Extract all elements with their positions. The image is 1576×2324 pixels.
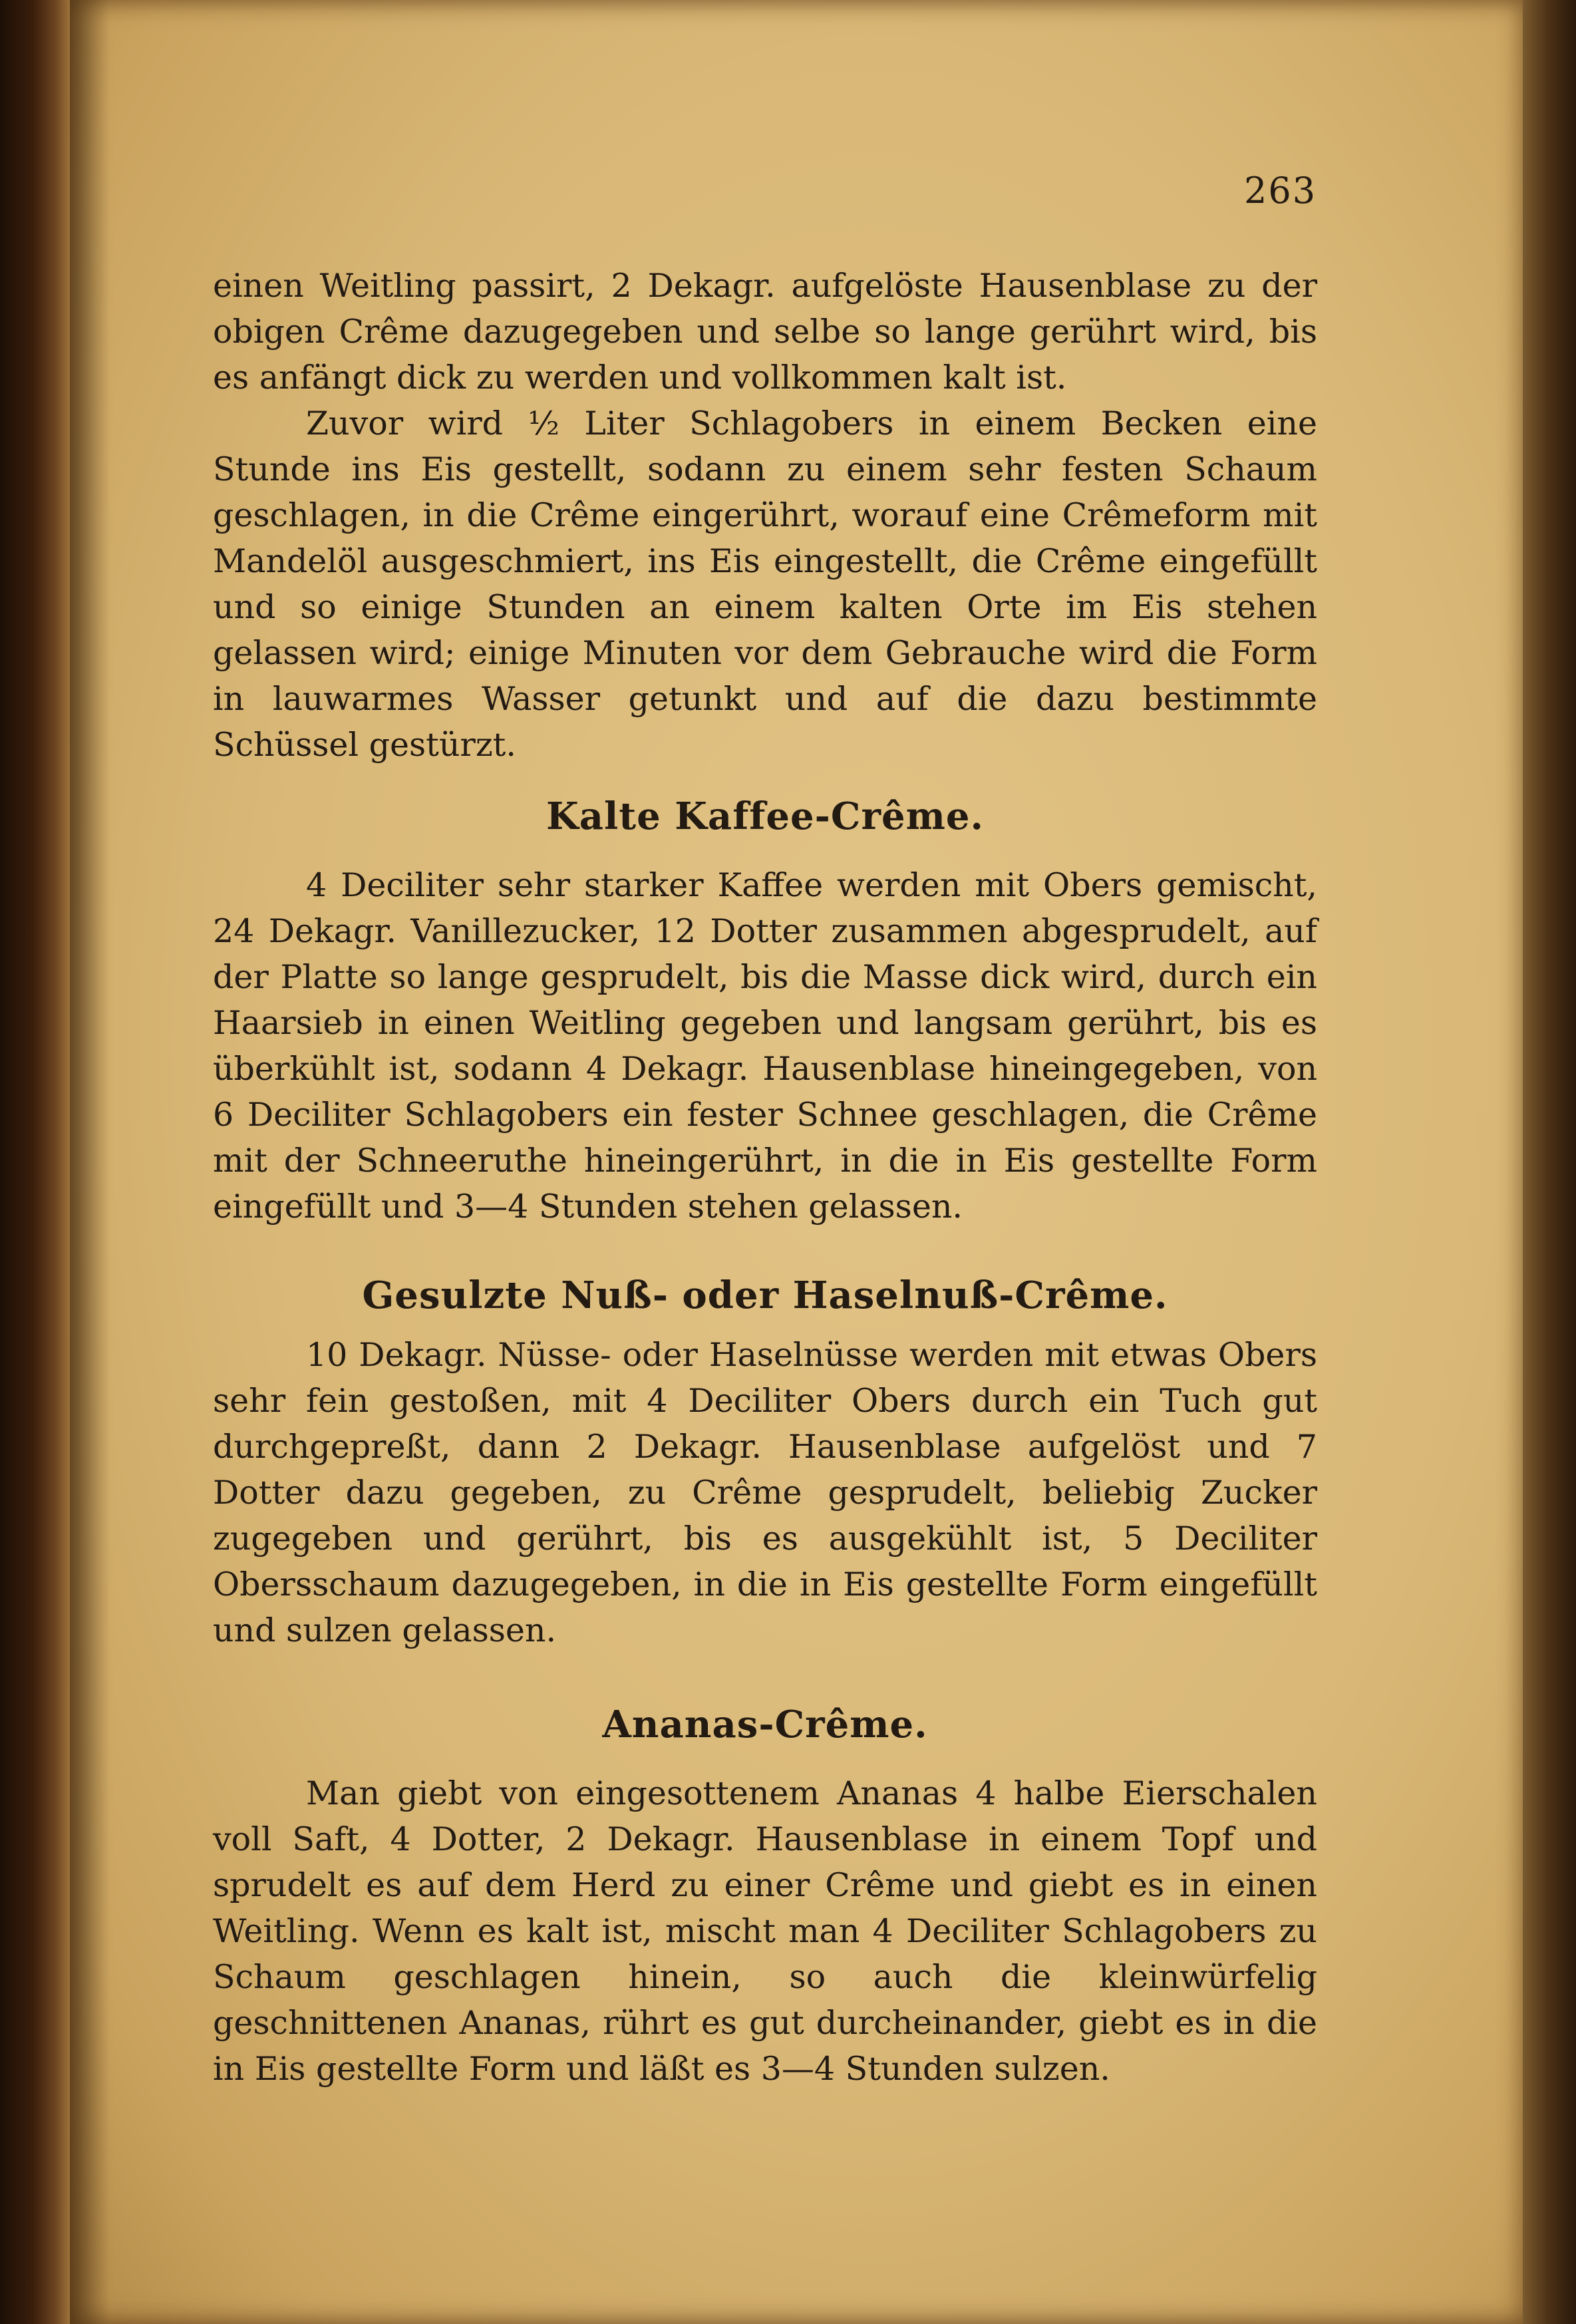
- paragraph-nuss-creme: 10 Dekagr. Nüsse- oder Haselnüsse werden mit etwas Obers sehr fein gestoßen, mit 4 Deciliter Obers durch ein Tuch gut durchgepreßt, dann 2 Dekagr. Hausenblase aufgelöst und 7 Dotter dazu gegeben, zu Crême gesprudelt, beliebig Zucker zugegeben und gerührt, bis es ausgekühlt ist, 5 Deciliter Obersschaum dazugegeben, in die in Eis gestellte Form eingefüllt und sulzen gelassen.: [213, 1336, 1317, 1649]
- paragraph-schlagobers: Zuvor wird ½ Liter Schlagobers in einem Becken eine Stunde ins Eis gestellt, sodann zu einem sehr festen Schaum geschlagen, in die Crême eingerührt, worauf eine Crêmeform mit Mandelöl ausgeschmiert, ins Eis eingestellt, die Crême eingefüllt und so einige Stunden an einem kalten Orte im Eis stehen gelassen wird; einige Minuten vor dem Gebrauche wird die Form in lauwarmes Wasser getunkt und auf die dazu bestimmte Schüssel gestürzt.: [213, 405, 1317, 764]
- page-text-block: [213, 173, 1317, 2092]
- paragraph-kaffee-creme: 4 Deciliter sehr starker Kaffee werden mit Obers gemischt, 24 Dekagr. Vanillezucker, 12 Dotter zusammen abgesprudelt, auf der Platte so lange gesprudelt, bis die Masse dick wird, durch ein Haarsieb in einen Weitling gegeben und langsam gerührt, bis es überkühlt ist, sodann 4 Dekagr. Hausenblase hineingegeben, von 6 Deciliter Schlagobers ein fester Schnee geschlagen, die Crême mit der Schneeruthe hineingerührt, in die in Eis gestellte Form eingefüllt und 3—4 Stunden stehen gelassen.: [213, 866, 1317, 1226]
- book-cover-right-edge: [1523, 0, 1576, 2324]
- heading-ananas-creme: Ananas-Crême.: [602, 1703, 928, 1746]
- heading-kaffee-creme: Kalte Kaffee-Crême.: [546, 794, 984, 838]
- paragraph-continuation: einen Weitling passirt, 2 Dekagr. aufgelöste Hausenblase zu der obigen Crême dazugegeben und selbe so lange gerührt wird, bis es anfängt dick zu werden und vollkommen kalt ist.: [213, 267, 1317, 397]
- book-cover-left-edge: [0, 0, 73, 2324]
- heading-nuss-creme: Gesulzte Nuß- oder Haselnuß-Crême.: [362, 1273, 1168, 1317]
- page-number: 263: [1244, 170, 1317, 212]
- gutter-shadow: [70, 0, 110, 2324]
- paragraph-ananas-creme: Man giebt von eingesottenem Ananas 4 halbe Eierschalen voll Saft, 4 Dotter, 2 Dekagr. Hausenblase in einem Topf und sprudelt es auf dem Herd zu einer Crême und giebt es in einen Weitling. Wenn es kalt ist, mischt man 4 Deciliter Schlagobers zu Schaum geschlagen hinein, so auch die kleinwürfelig geschnittenen Ananas, rührt es gut durcheinander, giebt es in die in Eis gestellte Form und läßt es 3—4 Stunden sulzen.: [213, 1774, 1317, 2088]
